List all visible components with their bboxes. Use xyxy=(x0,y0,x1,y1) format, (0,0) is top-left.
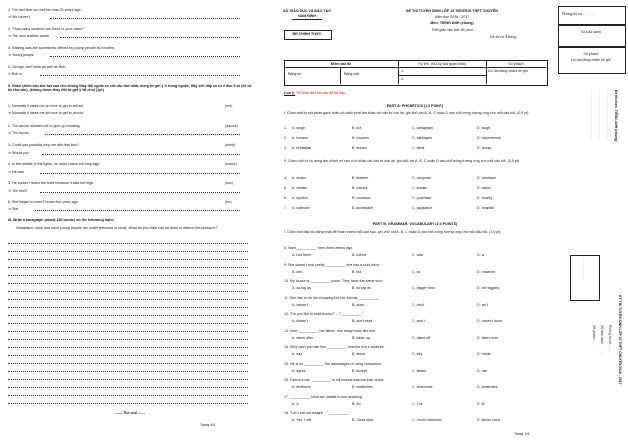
option: A. houses xyxy=(292,136,308,140)
essay-topic: Nowadays, more and more young people are under pressure of study. What do you think can be done to reduce this pressure? xyxy=(16,226,218,230)
vertical-code: Số phách: . . . . . xyxy=(592,325,596,350)
code-note: Do hội đồng chấm thi ghi xyxy=(488,69,528,73)
option: A. say xyxy=(292,352,302,356)
section-2-instruction: II. Hoàn chỉnh câu thứ hai sao cho không thay đổi nghĩa so với câu thứ nhất, dùng từ gợi ý ở trong ngoặc. Hãy viết đáp số từ 2 đến 5 từ (kể cả từ cho sẵn). (không được thay đổi từ gợi ý đã cho) (1pt) xyxy=(8,84,252,92)
option: D. envelope xyxy=(477,176,497,180)
option: C. aware xyxy=(412,368,427,373)
item2-6-answer: ➔ She xyxy=(8,207,19,211)
question-stem: 12. "Do you like to read books?" - "I __________." xyxy=(284,312,364,316)
option: A. fertilisers xyxy=(292,385,311,389)
vertical-sbd: Số báo danh: . . . . . xyxy=(600,325,604,355)
option: A. breakfast xyxy=(292,146,312,150)
th-score: Điểm bài thi xyxy=(330,62,352,66)
keyword: (me) xyxy=(225,104,233,108)
question-number: 7. xyxy=(284,206,287,210)
item2-4-answer: ➔ He was xyxy=(8,170,24,174)
option: C. so xyxy=(412,269,421,274)
th-examiner: Họ tên, chữ ký của giám khảo xyxy=(418,62,466,66)
answer-line[interactable] xyxy=(40,173,240,174)
option: C. You're welcome xyxy=(412,418,442,422)
item2-3: 3. Could you possibly help me with this box? xyxy=(8,143,79,147)
room-box xyxy=(558,6,626,26)
option: B. so big as xyxy=(352,286,371,290)
question-stem: 9. She doesn't look pretty __________ she has a cold voice. xyxy=(284,262,380,267)
question-number: 1. xyxy=(284,126,287,130)
room-label: Phòng thi số: . . . . . . xyxy=(562,12,595,16)
q3-text: 3. "How many students are there in your class?" xyxy=(8,27,85,31)
option: B. Good idea xyxy=(352,418,373,422)
option: D. Never mind xyxy=(477,418,500,422)
q4-text: 4. Raising cats are sometimes offered by young people as a hobby. xyxy=(8,46,115,50)
option: D. hospital xyxy=(477,206,494,210)
page-number: Trang 4/4 xyxy=(200,423,216,427)
answer-line[interactable] xyxy=(50,18,240,19)
option: B. dream xyxy=(352,146,367,150)
exam-title: ĐỀ THI TUYỂN SINH LỚP 10 TRƯỜNG THPT CHUYÊN xyxy=(406,9,498,13)
option: C. takes off xyxy=(412,335,431,340)
option: A. laugh xyxy=(292,126,306,130)
option: C. cabbages xyxy=(412,136,433,140)
option: B. teacher xyxy=(352,176,369,180)
option: B. An xyxy=(352,401,361,406)
department: SỞ GIÁO DỤC VÀ ĐÀO TẠO xyxy=(283,9,331,13)
school-year: Năm học 2016 - 2017 xyxy=(434,15,470,19)
option: C. computer xyxy=(412,176,432,180)
option: D. active xyxy=(477,186,491,190)
keyword: (advice) xyxy=(225,124,238,128)
option: B. accept xyxy=(352,368,367,373)
option: A. certain xyxy=(292,186,308,190)
answer-line[interactable] xyxy=(40,75,240,76)
item2-2-answer: ➔ The doctor xyxy=(8,131,30,135)
vertical-dots-3: . . . . . . . . . . . . . . . . . . . . . . . . . . . xyxy=(590,90,594,140)
option: D. is xyxy=(477,253,485,257)
th-number: Bằng số xyxy=(288,72,302,76)
page-1 xyxy=(262,0,552,444)
answer-line[interactable] xyxy=(60,37,240,38)
option: C. was xyxy=(412,253,423,257)
option: D. use xyxy=(477,368,488,373)
option: D. Ø xyxy=(477,401,485,406)
option: C. won't xyxy=(412,319,425,323)
option: A. and xyxy=(292,269,303,274)
option: A. haven't xyxy=(292,302,308,307)
code-note: Do hội đồng chấm thi ghi xyxy=(571,58,611,62)
q2-text: 2. The last time we met her was 20 years ago. xyxy=(8,8,82,12)
option: B. about xyxy=(352,352,366,356)
vertical-dots-1: . . . . . . . . . . . . . . . . . . . . . . . . . . . xyxy=(606,90,610,140)
vertical-exam-title: KỲ THI TUYỂN SINH LỚP 10 THPT CHUYÊN 2016 - 2017 xyxy=(618,295,622,385)
answer-line[interactable] xyxy=(50,56,240,57)
option: D. cheap xyxy=(477,146,492,150)
q5-answer: ➔ Bob w xyxy=(8,72,23,76)
part-a-title: PART A: PHONETICS (1,0 POINT) xyxy=(386,104,444,108)
option: D. experiences xyxy=(477,136,501,140)
option: D. takes over xyxy=(477,335,499,340)
option: B. takes up xyxy=(352,335,370,340)
option: D. laugh xyxy=(477,126,491,130)
option: B. will be xyxy=(352,253,367,257)
question-stem: 8. Nam __________ here three weeks ago. xyxy=(284,246,354,250)
item2-1: 1. Normally it takes me an hour to get to school. xyxy=(8,104,85,108)
subject: Môn: TIẾNG ANH (chung) xyxy=(430,21,474,25)
candidate-label: Số báo danh xyxy=(580,30,602,34)
code-label: Số phách xyxy=(583,52,599,56)
option: A. has been xyxy=(292,253,312,257)
keyword: (for) xyxy=(225,200,232,204)
item2-5-answer: ➔ The shelf xyxy=(8,189,27,193)
official-label: ĐỀ CHÍNH THỨC xyxy=(292,32,322,36)
option: B. but xyxy=(352,126,362,130)
examiner-1: 1. xyxy=(401,69,404,73)
instruction-1: I. Chọn một từ mà phần gạch chân có cách phát âm khác với các từ còn lại, ghi chữ cái A, B, C hoặc D vào chỗ trống tương ứng cho mỗi câu hỏi. (0,5 pt) xyxy=(284,111,529,115)
option: B. occasion xyxy=(352,196,371,200)
question-stem: 18. "Let's eat out tonight" - "__________." xyxy=(284,411,351,415)
option: A. collector xyxy=(292,206,310,210)
part-b-title: PART B: GRAMMAR, VOCABULARY (2,0 POINTS) xyxy=(372,222,458,226)
option: A. as big as xyxy=(292,286,311,290)
option: A. takes after xyxy=(292,335,314,340)
option: B. medicines xyxy=(352,385,373,389)
option: C. chemicals xyxy=(412,385,433,389)
question-stem: 15. He is so __________ the advantages of using computers. xyxy=(284,361,382,366)
province: NAM ĐỊNH xyxy=(298,14,316,18)
th-words: Bằng chữ xyxy=(344,72,360,76)
question-stem: 17. __________ blind are unable to see anything. xyxy=(284,394,363,399)
option: A. agree xyxy=(292,368,306,373)
item2-6: 6. She began to learn French five years ago. xyxy=(8,200,79,204)
question-number: 3. xyxy=(284,146,287,150)
question-number: 2. xyxy=(284,136,287,140)
option: C. purchase xyxy=(412,196,432,200)
option: A. symbol xyxy=(292,196,308,200)
option: D. pesticides xyxy=(477,385,498,389)
option: B. correct xyxy=(352,186,368,190)
answer-line[interactable] xyxy=(35,210,240,211)
option: C. appliance xyxy=(412,206,432,210)
option: C. paragraph xyxy=(412,126,433,130)
item2-5: 5. He couldn't reach the shelf because it was too high. xyxy=(8,181,94,185)
option: D. the biggest xyxy=(477,286,500,290)
q4-answer: ➔ Young people xyxy=(8,53,34,57)
instruction-3: I. Chọn một đáp án đúng nhất để hoàn thành mỗi câu sau, ghi chữ cái A, B, C hoặc D vào chỗ trống tương ứng cho mỗi câu hỏi. (1,0 pt) xyxy=(284,230,501,234)
question-stem: 16. Farmers use __________ to kill insects that eat their crops. xyxy=(284,378,385,382)
option: C. The xyxy=(412,401,423,406)
duration: Thời gian làm bài: 90 phút xyxy=(431,28,473,32)
question-stem: 11. She has to do the shopping but her friends __________ . xyxy=(284,295,381,300)
item2-1-answer: ➔ Normally it takes me an hour to get to school. xyxy=(8,111,85,115)
question-number: 6. xyxy=(284,196,287,200)
vertical-room: Phòng thi số: . . . . . xyxy=(608,325,612,355)
option: A. doesn't xyxy=(292,319,308,323)
option: A. visitor xyxy=(292,176,306,180)
vertical-subject: Đề thi môn: TIẾNG ANH (chung) xyxy=(614,90,618,142)
option: C. dealt xyxy=(412,146,425,150)
item2-4: 4. In the middle of the lights, he didn't notice the stop sign. xyxy=(8,162,101,166)
note: Lưu ý: Thí sinh làm bài vào đề thi này. xyxy=(284,91,346,95)
option: D. inside xyxy=(477,352,491,356)
question-stem: 13. Kate __________ her father. She really looks like him. xyxy=(284,328,377,333)
examiner-2: 2. xyxy=(401,77,404,81)
option: C. don't xyxy=(412,302,425,307)
keyword: (notice) xyxy=(225,162,237,166)
item2-2: 2. The doctor advised me to give up smoking. xyxy=(8,124,81,128)
header-strip xyxy=(556,0,628,444)
option: B. couples xyxy=(352,136,369,140)
question-number: 4. xyxy=(284,176,287,180)
option: B. but xyxy=(352,269,362,274)
q2-answer: ➔ We haven't xyxy=(8,15,30,19)
keyword: (mind) xyxy=(225,143,236,147)
answer-line[interactable] xyxy=(45,134,240,135)
question-stem: 10. My house is __________ yours. They have the same size. xyxy=(284,279,383,283)
answer-line[interactable] xyxy=(42,154,240,155)
answer-line[interactable] xyxy=(40,192,240,193)
candidate-box[interactable] xyxy=(558,24,626,48)
page-number: Trang 1/4 xyxy=(514,432,530,436)
section-3-instruction: III. Write a paragraph (about 150 words) on the following topic: xyxy=(8,218,115,222)
q3-answer: ➔ The new teacher wants xyxy=(8,34,50,38)
vertical-dots-2: . . . . . . . . . . . . . . . . . . . . . . . . . . . xyxy=(598,90,602,140)
option: A. A xyxy=(292,401,299,406)
option: C. private xyxy=(412,186,428,190)
option: C. bigger than xyxy=(412,286,435,290)
item2-3-answer: ➔ Would you xyxy=(8,151,29,155)
th-code: Số phách xyxy=(508,62,524,66)
end-marker: ------ The end ------ xyxy=(114,411,146,415)
option: C. say xyxy=(412,352,423,356)
option: B. don't read xyxy=(352,319,373,323)
vertical-box-dots: . . . . . . . . . . . . xyxy=(582,258,586,280)
option: D. however xyxy=(477,269,496,274)
page-count: Đề thi có 4 trang xyxy=(490,35,517,39)
question-stem: 14. Why can't you ask him __________ how the boy's address. xyxy=(284,345,385,349)
q5-text: 5. George can't write as well as Bob. xyxy=(8,65,67,69)
question-number: 5. xyxy=(284,186,287,190)
instruction-2: II. Chọn một từ có trọng âm chính rơi vào vị trí khác với các từ còn lại, ghi chữ cái A, B, C hoặc D vào chỗ trống tương ứng cho mỗi câu hỏi. (0,5 pt) xyxy=(284,159,520,163)
option: B. accessible xyxy=(352,206,374,210)
option: D. haven't done xyxy=(477,319,503,323)
option: B. does xyxy=(352,302,365,307)
page-4 xyxy=(0,0,258,444)
keyword: (low) xyxy=(225,181,233,185)
option: D. isn't xyxy=(477,302,488,307)
option: D. charity xyxy=(477,196,493,200)
option: A. Yes, I will xyxy=(292,418,312,422)
